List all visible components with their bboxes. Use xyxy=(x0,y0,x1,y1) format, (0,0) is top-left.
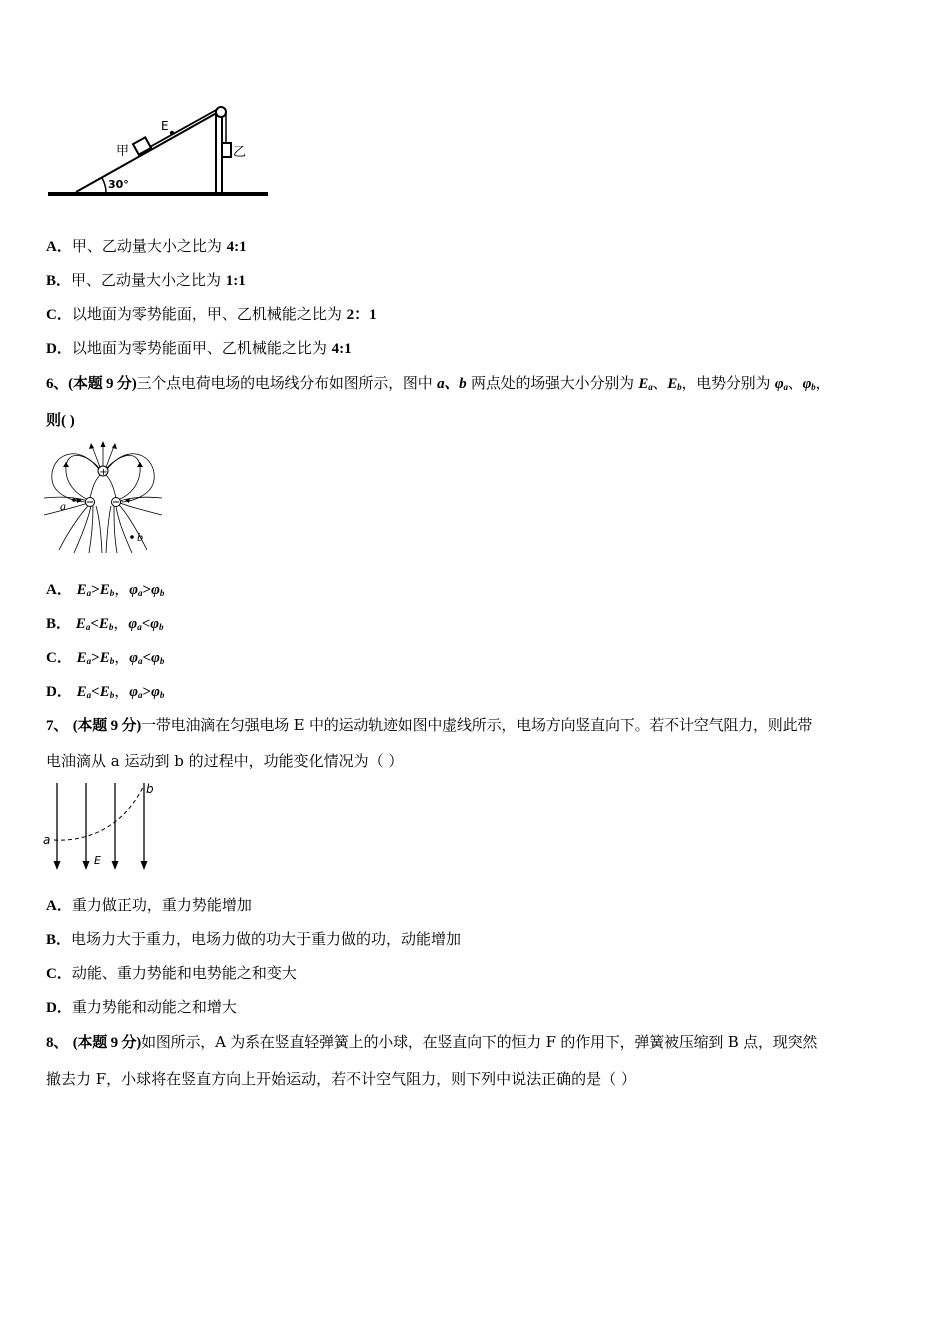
block-yi xyxy=(222,143,231,157)
q7-stem-line2: 电油滴从 a 运动到 b 的过程中，功能变化情况为（ ） xyxy=(46,752,404,770)
q6-option-b: B． $E_a<E_b$，$\varphi_a<\varphi_b$ xyxy=(46,614,164,632)
q7-option-c: C．动能、重力势能和电势能之和变大 xyxy=(46,964,297,982)
q7-option-d: D．重力势能和动能之和增大 xyxy=(46,998,237,1016)
point-b xyxy=(130,535,134,539)
trajectory-dashed xyxy=(54,785,144,840)
label-jia: 甲 xyxy=(116,144,130,159)
q5-option-b: B．甲、乙动量大小之比为 1:1 xyxy=(46,271,246,289)
q5-option-a: A．甲、乙动量大小之比为 4:1 xyxy=(46,237,247,255)
label-e: E xyxy=(161,119,169,133)
q8-stem-line2: 撤去力 F，小球将在竖直方向上开始运动，若不计空气阻力，则下列中说法正确的是（ ） xyxy=(46,1070,636,1088)
label-field-e: E xyxy=(94,854,101,867)
q5-option-c: C．以地面为零势能面，甲、乙机械能之比为 2：1 xyxy=(46,305,377,323)
q6-option-d: D． $E_a<E_b$，$\varphi_a>\varphi_b$ xyxy=(46,682,165,700)
label-a: a xyxy=(60,499,66,513)
label-b: b xyxy=(137,530,143,544)
label-yi: 乙 xyxy=(233,145,247,160)
q8-stem-line1: 8、 (本题 9 分)如图所示，A 为系在竖直轻弹簧上的小球，在竖直向下的恒力 F 的作用下，弹簧被压缩到 B 点，现突然 xyxy=(46,1033,818,1051)
q6-stem-line1: 6、(本题 9 分)三个点电荷电场的电场线分布如图所示，图中 a、b 两点处的场强大小分别为 $E_a$、$E_b$，电势分别为 $\varphi_a$、$\varphi_b$， xyxy=(46,374,831,392)
label-b: b xyxy=(146,782,154,796)
angle-label: 30° xyxy=(108,178,129,191)
field-lines-figure xyxy=(44,440,164,555)
q6-option-a: A． $E_a>E_b$，$\varphi_a>\varphi_b$ xyxy=(46,580,165,598)
point-a xyxy=(72,498,76,502)
q6-option-c: C． $E_a>E_b$，$\varphi_a<\varphi_b$ xyxy=(46,648,165,666)
rope-incline xyxy=(148,109,218,148)
q7-stem-line1: 7、 (本题 9 分)一带电油滴在匀强电场 E 中的运动轨迹如图中虚线所示，电场方向竖直向下。若不计空气阻力，则此带 xyxy=(46,716,813,734)
q7-option-a: A．重力做正功，重力势能增加 xyxy=(46,896,252,914)
q6-stem-line2: 则( ) xyxy=(46,413,75,429)
charge-positive-sign: + xyxy=(99,467,108,478)
incline-pulley-figure xyxy=(40,100,270,210)
incline xyxy=(76,110,222,192)
q7-option-b: B．电场力大于重力，电场力做的功大于重力做的功，动能增加 xyxy=(46,930,462,948)
uniform-field-figure xyxy=(40,780,170,872)
label-a: a xyxy=(43,833,51,847)
q5-option-d: D．以地面为零势能面甲、乙机械能之比为 4:1 xyxy=(46,339,352,357)
point-e xyxy=(170,131,174,135)
